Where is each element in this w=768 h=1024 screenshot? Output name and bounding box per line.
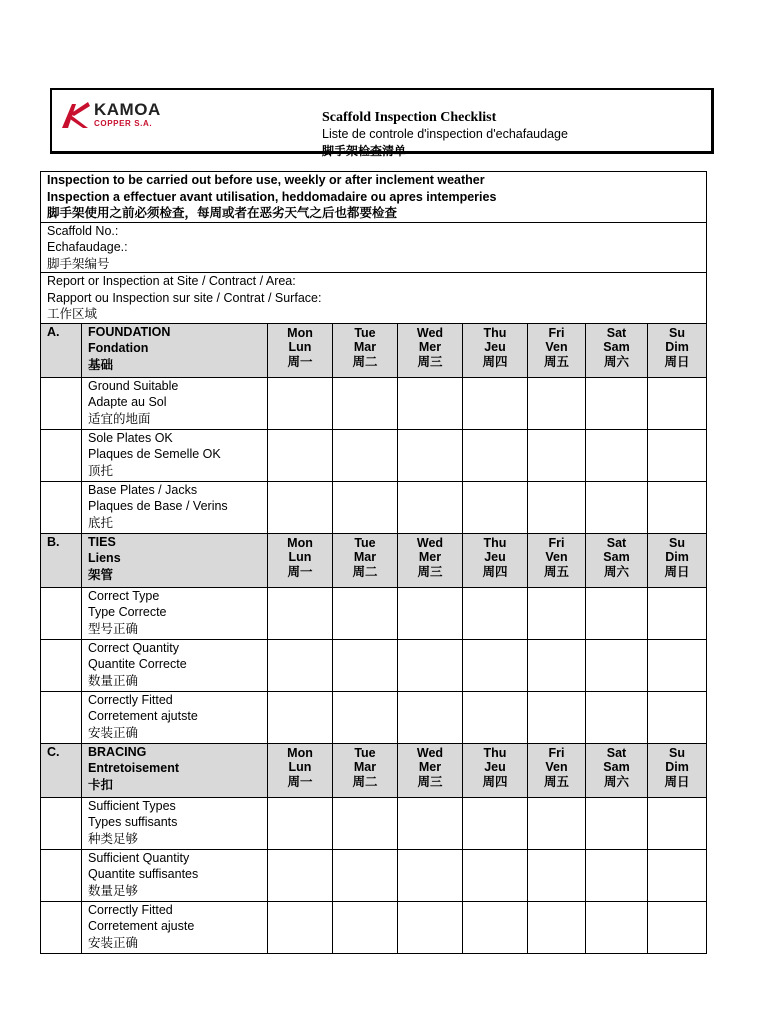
- day-check-cell[interactable]: [586, 901, 648, 953]
- day-header: [268, 323, 333, 377]
- day-label-fr: Ven: [545, 550, 568, 564]
- day-label-zh: 周三: [417, 354, 443, 369]
- day-check-cell[interactable]: [648, 849, 707, 901]
- day-label-zh: 周日: [664, 354, 690, 369]
- day-check-cell[interactable]: [268, 429, 333, 481]
- day-label-zh: 周四: [482, 354, 508, 369]
- checklist-item-row: [41, 481, 707, 533]
- section-title-fr: Liens: [88, 551, 121, 565]
- day-header: [268, 743, 333, 797]
- day-label-fr: Sam: [603, 340, 630, 354]
- day-check-cell[interactable]: [463, 691, 528, 743]
- day-label-fr: Lun: [288, 760, 312, 774]
- day-check-cell[interactable]: [333, 849, 398, 901]
- day-check-cell[interactable]: [586, 377, 648, 429]
- item-label: [82, 429, 268, 481]
- day-label-fr: Mer: [418, 340, 442, 354]
- item-label-zh: 适宜的地面: [88, 411, 151, 426]
- day-label-zh: 周二: [352, 354, 378, 369]
- day-header: [528, 533, 586, 587]
- day-label-en: Su: [669, 745, 686, 760]
- day-label-en: Tue: [354, 325, 376, 340]
- day-label-en: Sat: [606, 325, 627, 340]
- day-check-cell[interactable]: [333, 377, 398, 429]
- item-label-fr: Quantite Correcte: [88, 657, 187, 671]
- day-label-zh: 周四: [482, 774, 508, 789]
- item-label: [82, 377, 268, 429]
- section-title-en: FOUNDATION: [88, 324, 171, 339]
- item-label-en: Sole Plates OK: [88, 430, 173, 445]
- day-header: [398, 533, 463, 587]
- day-label-zh: 周五: [543, 564, 569, 579]
- item-letter-cell: [41, 849, 82, 901]
- day-label-fr: Mar: [353, 760, 377, 774]
- item-label: [82, 901, 268, 953]
- item-label-zh: 型号正确: [88, 621, 139, 636]
- intro-english: Inspection to be carried out before use, weekly or after inclement weather: [47, 173, 485, 187]
- day-label-fr: Sam: [603, 760, 630, 774]
- report-label-fr: Rapport ou Inspection sur site / Contrat / Surface:: [47, 290, 322, 305]
- day-check-cell[interactable]: [648, 797, 707, 849]
- day-check-cell[interactable]: [333, 639, 398, 691]
- day-check-cell[interactable]: [528, 429, 586, 481]
- item-label-en: Sufficient Types: [88, 798, 176, 813]
- section-title-fr: Fondation: [88, 341, 149, 355]
- item-label-en: Correctly Fitted: [88, 902, 173, 917]
- day-check-cell[interactable]: [398, 849, 463, 901]
- intro-french: Inspection a effectuer avant utilisation, heddomadaire ou apres intemperies: [47, 189, 497, 204]
- day-label-en: Wed: [416, 745, 444, 760]
- logo-word: KAMOA: [94, 100, 161, 119]
- day-check-cell[interactable]: [528, 901, 586, 953]
- day-check-cell[interactable]: [586, 429, 648, 481]
- day-label-en: Wed: [416, 535, 444, 550]
- day-check-cell[interactable]: [398, 901, 463, 953]
- day-check-cell[interactable]: [333, 901, 398, 953]
- day-label-zh: 周五: [543, 354, 569, 369]
- day-label-fr: Mer: [418, 550, 442, 564]
- day-check-cell[interactable]: [586, 587, 648, 639]
- checklist-item-row: [41, 849, 707, 901]
- day-label-zh: 周六: [603, 564, 629, 579]
- item-label-fr: Corretement ajuste: [88, 919, 195, 933]
- item-letter-cell: [41, 639, 82, 691]
- day-check-cell[interactable]: [268, 481, 333, 533]
- checklist-item-row: [41, 377, 707, 429]
- day-label-fr: Ven: [545, 340, 568, 354]
- section-title: [82, 743, 268, 797]
- day-check-cell[interactable]: [398, 797, 463, 849]
- item-label-en: Ground Suitable: [88, 378, 179, 393]
- day-check-cell[interactable]: [528, 849, 586, 901]
- day-label-en: Tue: [354, 535, 376, 550]
- report-row: [41, 273, 707, 324]
- day-header: [648, 533, 707, 587]
- day-check-cell[interactable]: [528, 797, 586, 849]
- item-label-fr: Corretement ajutste: [88, 709, 198, 723]
- day-label-zh: 周二: [352, 564, 378, 579]
- checklist-item-row: [41, 429, 707, 481]
- scaffold-no-label-zh: 脚手架编号: [47, 256, 110, 271]
- day-label-fr: Mar: [353, 550, 377, 564]
- day-check-cell[interactable]: [648, 481, 707, 533]
- day-header: [586, 323, 648, 377]
- day-check-cell[interactable]: [528, 691, 586, 743]
- section-title-fr: Entretoisement: [88, 761, 179, 775]
- day-header: [463, 743, 528, 797]
- section-header-row: [41, 323, 707, 377]
- checklist-item-row: [41, 797, 707, 849]
- item-letter-cell: [41, 691, 82, 743]
- day-check-cell[interactable]: [528, 587, 586, 639]
- day-check-cell[interactable]: [463, 639, 528, 691]
- day-check-cell[interactable]: [586, 639, 648, 691]
- day-check-cell[interactable]: [528, 481, 586, 533]
- day-check-cell[interactable]: [398, 639, 463, 691]
- section-title-zh: 卡扣: [88, 777, 114, 792]
- item-label: [82, 691, 268, 743]
- day-label-en: Sat: [606, 745, 627, 760]
- day-header: [648, 743, 707, 797]
- day-check-cell[interactable]: [586, 797, 648, 849]
- day-label-en: Mon: [287, 535, 313, 550]
- scaffold-no-label-fr: Echafaudage.:: [47, 240, 128, 254]
- scaffold-no-field[interactable]: [41, 222, 707, 273]
- item-label-en: Base Plates / Jacks: [88, 482, 198, 497]
- day-label-en: Thu: [483, 325, 507, 340]
- day-check-cell[interactable]: [268, 901, 333, 953]
- section-letter: B.: [41, 533, 82, 587]
- day-check-cell[interactable]: [398, 429, 463, 481]
- day-check-cell[interactable]: [463, 901, 528, 953]
- scaffold-no-row: [41, 222, 707, 273]
- section-title-en: BRACING: [88, 744, 147, 759]
- day-header: [463, 533, 528, 587]
- checklist-item-row: [41, 691, 707, 743]
- day-label-fr: Dim: [665, 760, 689, 774]
- report-field[interactable]: [41, 273, 707, 324]
- day-check-cell[interactable]: [648, 691, 707, 743]
- day-check-cell[interactable]: [333, 481, 398, 533]
- title-chinese: 脚手架检查清单: [322, 144, 407, 158]
- day-label-fr: Sam: [603, 550, 630, 564]
- day-check-cell[interactable]: [528, 377, 586, 429]
- section-letter: A.: [41, 323, 82, 377]
- day-label-fr: Ven: [545, 760, 568, 774]
- day-label-zh: 周五: [543, 774, 569, 789]
- kamoa-logo-icon: [58, 98, 92, 130]
- day-check-cell[interactable]: [586, 691, 648, 743]
- day-label-fr: Dim: [665, 340, 689, 354]
- document-header: [50, 88, 714, 158]
- title-french: Liste de controle d'inspection d'echafaudage: [322, 127, 568, 141]
- item-letter-cell: [41, 481, 82, 533]
- day-check-cell[interactable]: [463, 377, 528, 429]
- day-check-cell[interactable]: [586, 481, 648, 533]
- section-header-row: [41, 533, 707, 587]
- day-label-zh: 周一: [287, 564, 313, 579]
- day-check-cell[interactable]: [333, 797, 398, 849]
- section-title-zh: 基础: [88, 357, 114, 372]
- intro-chinese: 脚手架使用之前必须检查，每周或者在恶劣天气之后也都要检查: [47, 206, 398, 220]
- day-label-zh: 周二: [352, 774, 378, 789]
- day-check-cell[interactable]: [648, 639, 707, 691]
- checklist-item-row: [41, 587, 707, 639]
- item-letter-cell: [41, 587, 82, 639]
- item-label-en: Correct Type: [88, 588, 160, 603]
- item-letter-cell: [41, 797, 82, 849]
- day-label-zh: 周日: [664, 774, 690, 789]
- day-label-fr: Mer: [418, 760, 442, 774]
- item-letter-cell: [41, 377, 82, 429]
- item-label-fr: Plaques de Base / Verins: [88, 499, 228, 513]
- day-check-cell[interactable]: [398, 587, 463, 639]
- day-header: [528, 743, 586, 797]
- company-logo: [58, 98, 168, 130]
- day-check-cell[interactable]: [268, 587, 333, 639]
- item-label-zh: 数量足够: [88, 883, 139, 898]
- item-letter-cell: [41, 901, 82, 953]
- day-check-cell[interactable]: [648, 901, 707, 953]
- intro-cell: [41, 172, 707, 223]
- day-check-cell[interactable]: [398, 377, 463, 429]
- day-label-fr: Lun: [288, 340, 312, 354]
- day-header: [586, 743, 648, 797]
- day-check-cell[interactable]: [268, 639, 333, 691]
- day-label-en: Tue: [354, 745, 376, 760]
- day-check-cell[interactable]: [586, 849, 648, 901]
- item-label-zh: 种类足够: [88, 831, 139, 846]
- day-label-zh: 周一: [287, 774, 313, 789]
- inspection-checklist-table: [40, 171, 707, 954]
- day-label-fr: Jeu: [484, 340, 506, 354]
- item-label-fr: Types suffisants: [88, 815, 178, 829]
- day-label-zh: 周六: [603, 354, 629, 369]
- day-header: [333, 323, 398, 377]
- item-label: [82, 797, 268, 849]
- day-header: [586, 533, 648, 587]
- day-label-en: Fri: [548, 325, 565, 340]
- day-label-fr: Dim: [665, 550, 689, 564]
- item-label-zh: 底托: [88, 515, 114, 530]
- day-label-zh: 周四: [482, 564, 508, 579]
- report-label-en: Report or Inspection at Site / Contract / Area:: [47, 274, 296, 288]
- day-check-cell[interactable]: [463, 429, 528, 481]
- day-label-zh: 周一: [287, 354, 313, 369]
- section-title-zh: 架管: [88, 567, 114, 582]
- day-header: [398, 323, 463, 377]
- day-label-en: Su: [669, 535, 686, 550]
- day-check-cell[interactable]: [398, 481, 463, 533]
- report-label-zh: 工作区域: [47, 307, 98, 321]
- item-label-en: Correct Quantity: [88, 640, 180, 655]
- section-title-en: TIES: [88, 534, 116, 549]
- day-check-cell[interactable]: [333, 429, 398, 481]
- scaffold-no-label-en: Scaffold No.:: [47, 223, 119, 238]
- day-check-cell[interactable]: [528, 639, 586, 691]
- day-check-cell[interactable]: [463, 797, 528, 849]
- day-label-en: Fri: [548, 745, 565, 760]
- item-label-fr: Quantite suffisantes: [88, 867, 199, 881]
- item-label-fr: Plaques de Semelle OK: [88, 447, 221, 461]
- day-label-en: Mon: [287, 745, 313, 760]
- title-english: Scaffold Inspection Checklist: [322, 110, 497, 125]
- section-title: [82, 533, 268, 587]
- day-header: [648, 323, 707, 377]
- day-header: [463, 323, 528, 377]
- item-label-en: Correctly Fitted: [88, 692, 173, 707]
- intro-row: [41, 172, 707, 223]
- day-label-fr: Mar: [353, 340, 377, 354]
- day-label-en: Sat: [606, 535, 627, 550]
- section-title: [82, 323, 268, 377]
- day-check-cell[interactable]: [398, 691, 463, 743]
- day-check-cell[interactable]: [268, 849, 333, 901]
- day-check-cell[interactable]: [648, 377, 707, 429]
- day-label-zh: 周三: [417, 564, 443, 579]
- item-label-zh: 数量正确: [88, 673, 139, 688]
- checklist-item-row: [41, 639, 707, 691]
- day-check-cell[interactable]: [268, 377, 333, 429]
- day-label-en: Wed: [416, 325, 444, 340]
- day-check-cell[interactable]: [648, 429, 707, 481]
- day-header: [268, 533, 333, 587]
- section-header-row: [41, 743, 707, 797]
- day-check-cell[interactable]: [463, 849, 528, 901]
- item-letter-cell: [41, 429, 82, 481]
- day-check-cell[interactable]: [333, 587, 398, 639]
- section-letter: C.: [41, 743, 82, 797]
- item-label: [82, 849, 268, 901]
- item-label-fr: Adapte au Sol: [88, 395, 167, 409]
- item-label: [82, 639, 268, 691]
- day-label-en: Thu: [483, 535, 507, 550]
- day-label-zh: 周日: [664, 564, 690, 579]
- item-label-en: Sufficient Quantity: [88, 850, 190, 865]
- day-header: [333, 533, 398, 587]
- day-label-en: Thu: [483, 745, 507, 760]
- day-label-en: Fri: [548, 535, 565, 550]
- checklist-item-row: [41, 901, 707, 953]
- day-label-en: Su: [669, 325, 686, 340]
- day-label-fr: Jeu: [484, 550, 506, 564]
- day-label-fr: Jeu: [484, 760, 506, 774]
- item-label-zh: 安装正确: [88, 935, 139, 950]
- day-check-cell[interactable]: [333, 691, 398, 743]
- day-check-cell[interactable]: [648, 587, 707, 639]
- day-label-fr: Lun: [288, 550, 312, 564]
- day-check-cell[interactable]: [268, 691, 333, 743]
- day-check-cell[interactable]: [463, 481, 528, 533]
- day-check-cell[interactable]: [268, 797, 333, 849]
- day-header: [333, 743, 398, 797]
- day-header: [398, 743, 463, 797]
- day-label-en: Mon: [287, 325, 313, 340]
- item-label-fr: Type Correcte: [88, 605, 167, 619]
- day-label-zh: 周三: [417, 774, 443, 789]
- item-label: [82, 587, 268, 639]
- item-label-zh: 安装正确: [88, 725, 139, 740]
- item-label: [82, 481, 268, 533]
- logo-subtitle: COPPER S.A.: [94, 119, 153, 128]
- day-header: [528, 323, 586, 377]
- day-label-zh: 周六: [603, 774, 629, 789]
- item-label-zh: 顶托: [88, 463, 114, 478]
- day-check-cell[interactable]: [463, 587, 528, 639]
